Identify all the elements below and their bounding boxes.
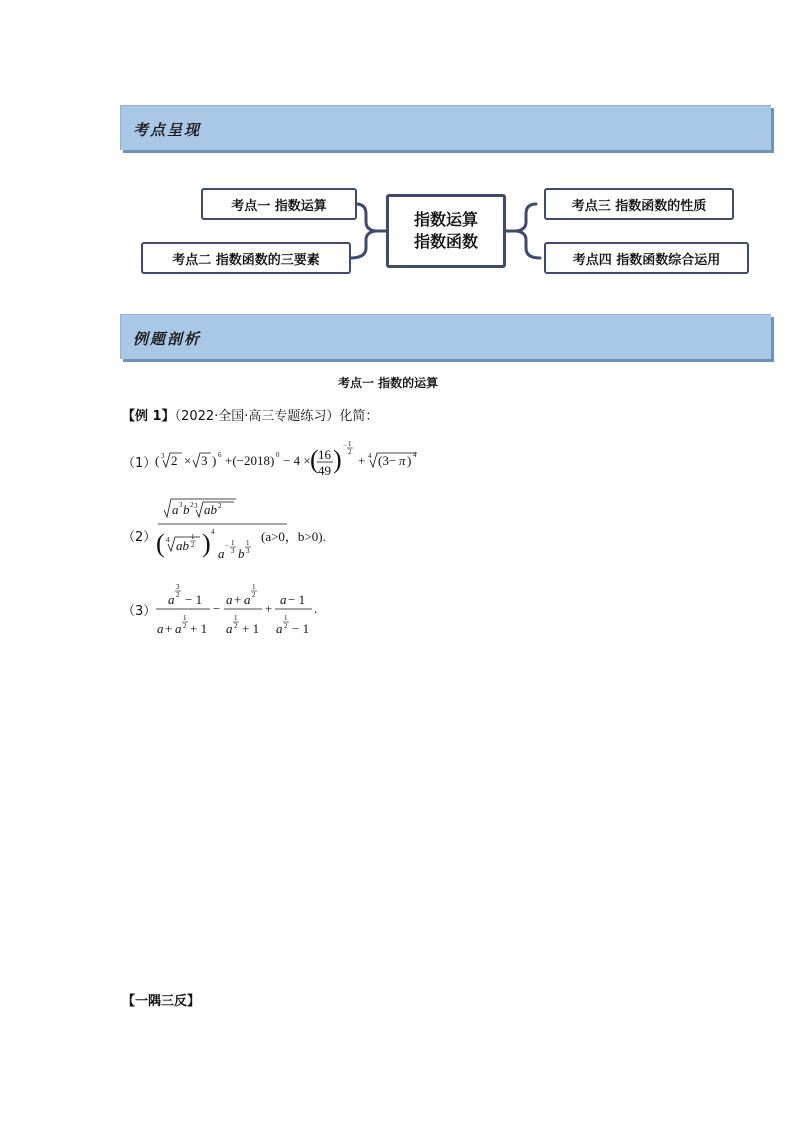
svg-text:3: 3: [179, 501, 183, 509]
svg-text:(: (: [156, 529, 165, 558]
svg-text:a: a: [175, 621, 182, 636]
svg-text:a: a: [168, 592, 175, 607]
svg-text:1: 1: [234, 614, 238, 622]
svg-text:+: +: [165, 621, 173, 636]
svg-text:4: 4: [413, 451, 417, 459]
svg-text:): ): [202, 529, 211, 558]
math-expression-3: [152, 576, 327, 638]
svg-text:3: 3: [176, 583, 180, 591]
example-source: （2022·全国·高三专题练习）化简：: [174, 409, 379, 424]
svg-text:49: 49: [318, 463, 331, 478]
follow-up-heading: 【一隅三反】: [122, 994, 201, 1009]
svg-text:π: π: [399, 453, 406, 468]
mindmap-center-node: [386, 194, 506, 268]
svg-text:a: a: [226, 592, 233, 607]
svg-text:ab: ab: [204, 502, 217, 517]
svg-text:2: 2: [218, 502, 222, 510]
svg-text:a: a: [157, 621, 164, 636]
svg-text:3: 3: [201, 453, 208, 468]
svg-text:1: 1: [246, 539, 250, 547]
svg-text:− 1: − 1: [292, 621, 310, 636]
section-banner-examples: [120, 314, 771, 359]
example-heading: [122, 405, 378, 424]
svg-text:0: 0: [276, 451, 280, 459]
svg-text:a: a: [172, 502, 179, 517]
example-label: 【例 1】: [122, 409, 175, 424]
svg-text:1: 1: [348, 440, 352, 448]
svg-text:): ): [407, 453, 412, 468]
svg-text:2: 2: [176, 591, 180, 599]
svg-text:+ 1: + 1: [190, 621, 208, 636]
section-title-examples: 例题剖析: [133, 330, 202, 348]
svg-text:1: 1: [231, 539, 235, 547]
svg-text:−: −: [343, 442, 347, 450]
svg-text:2: 2: [183, 622, 187, 630]
svg-text:): ): [333, 445, 342, 474]
svg-text:a: a: [276, 621, 283, 636]
svg-text:a: a: [244, 592, 251, 607]
svg-text:b: b: [238, 546, 245, 561]
svg-text:1: 1: [252, 583, 256, 591]
svg-text:−: −: [213, 601, 221, 616]
mindmap-node-topic4: [544, 242, 749, 274]
mindmap-node-topic1: [201, 188, 357, 220]
svg-text:3: 3: [194, 502, 198, 510]
svg-text:3: 3: [231, 547, 235, 555]
svg-text:2: 2: [190, 501, 194, 509]
mindmap-node-topic2: [141, 242, 351, 274]
topic-title: 考点一 指数的运算: [338, 376, 439, 390]
svg-text:3: 3: [161, 452, 165, 460]
mindmap-node-topic4-label: 考点四 指数函数综合运用: [572, 252, 721, 268]
svg-text:4: 4: [166, 536, 170, 544]
svg-text:6: 6: [218, 451, 222, 459]
svg-text:2: 2: [348, 448, 352, 456]
svg-text:a: a: [280, 592, 287, 607]
svg-text:b: b: [183, 502, 190, 517]
svg-text:− 1: − 1: [288, 592, 306, 607]
svg-text:a: a: [226, 621, 233, 636]
svg-text:): ): [212, 453, 217, 468]
mindmap-node-topic2-label: 考点二 指数函数的三要素: [172, 252, 320, 268]
svg-text:− 1: − 1: [185, 592, 203, 607]
svg-text:2: 2: [171, 453, 178, 468]
svg-text:4: 4: [368, 452, 372, 460]
mindmap-node-topic1-label: 考点一 指数运算: [231, 198, 327, 214]
svg-text:a: a: [218, 546, 225, 561]
svg-text:−: −: [225, 542, 229, 550]
svg-text:16: 16: [318, 447, 331, 462]
svg-text:+: +: [265, 601, 273, 616]
mindmap-center-line2: 指数函数: [413, 232, 478, 251]
svg-text:(: (: [155, 453, 160, 468]
svg-text:2: 2: [234, 622, 238, 630]
svg-text:1: 1: [183, 614, 187, 622]
svg-text:.: .: [314, 601, 318, 616]
math-condition-2: (a>0，b>0).: [261, 529, 326, 544]
svg-text:− 4 ×: − 4 ×: [283, 453, 311, 468]
mindmap-node-topic3: [544, 188, 734, 220]
mindmap-node-topic3-label: 考点三 指数函数的性质: [571, 198, 707, 214]
item-number-3: （3）: [122, 604, 157, 619]
item-number-1: （1）: [122, 456, 157, 471]
item-number-2: （2）: [122, 530, 157, 545]
svg-text:1: 1: [284, 614, 288, 622]
svg-text:4: 4: [211, 528, 215, 536]
svg-text:2: 2: [191, 541, 195, 549]
svg-text:1: 1: [191, 533, 195, 541]
svg-text:3: 3: [246, 547, 250, 555]
math-expression-1: [155, 440, 430, 484]
svg-text:2: 2: [284, 622, 288, 630]
svg-text:(3−: (3−: [378, 453, 397, 468]
svg-text:ab: ab: [176, 538, 189, 553]
svg-text:×: ×: [184, 453, 192, 468]
svg-text:+: +: [234, 592, 242, 607]
svg-text:+(−2018): +(−2018): [225, 453, 275, 468]
svg-text:(: (: [310, 445, 319, 474]
mindmap-center-line1: 指数运算: [413, 210, 478, 229]
section-title-overview: 考点呈现: [133, 121, 202, 139]
svg-text:2: 2: [252, 591, 256, 599]
svg-text:+ 1: + 1: [242, 621, 260, 636]
svg-text:+: +: [358, 453, 366, 468]
